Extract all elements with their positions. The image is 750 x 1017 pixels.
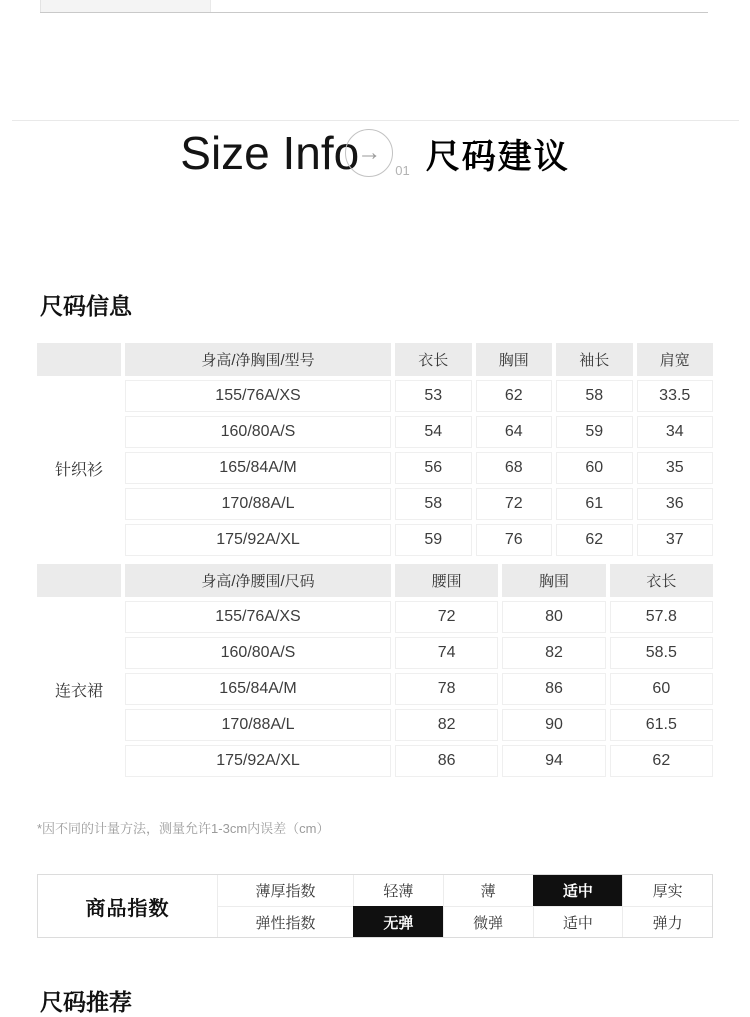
size-info-heading: 尺码信息 [40,293,132,319]
size-cell: 61 [556,488,633,520]
table-row [37,637,713,669]
size-cell: 37 [637,524,714,556]
size-cell: 94 [502,745,605,777]
column-header: 胸围 [476,343,553,376]
size-cell: 155/76A/XS [125,601,391,633]
table-corner-cell [37,564,121,597]
previous-module-edge [40,0,708,13]
garment-label: 连衣裙 [37,601,121,777]
index-option: 适中 [533,906,623,937]
size-cell: 58 [395,488,472,520]
table-corner-cell [37,343,121,376]
size-cell: 86 [395,745,498,777]
table-row [37,452,713,484]
size-cell: 90 [502,709,605,741]
size-cell: 58 [556,380,633,412]
size-cell: 78 [395,673,498,705]
arrow-right-circle-icon [345,129,393,177]
size-cell: 170/88A/L [125,488,391,520]
table-row [37,673,713,705]
size-cell: 60 [610,673,713,705]
index-option: 轻薄 [353,875,443,906]
size-cell: 86 [502,673,605,705]
size-cell: 60 [556,452,633,484]
column-header: 腰围 [395,564,498,597]
column-header: 衣长 [610,564,713,597]
size-cell: 56 [395,452,472,484]
size-cell: 155/76A/XS [125,380,391,412]
column-header: 身高/净胸围/型号 [125,343,391,376]
product-index-grid [37,874,713,938]
measurement-footnote: *因不同的计量方法，测量允许1-3cm内误差（cm） [37,821,330,836]
size-cell: 54 [395,416,472,448]
column-header: 胸围 [502,564,605,597]
section-title-en: Size Info [180,127,360,179]
size-cell: 57.8 [610,601,713,633]
size-cell: 76 [476,524,553,556]
size-cell: 36 [637,488,714,520]
column-header: 身高/净腰围/尺码 [125,564,391,597]
index-option: 弹力 [622,906,712,937]
index-option: 薄 [443,875,533,906]
size-cell: 53 [395,380,472,412]
size-cell: 160/80A/S [125,637,391,669]
index-option: 微弹 [443,906,533,937]
garment-label: 针织衫 [37,380,121,556]
size-table [33,560,717,781]
table-row [37,488,713,520]
size-cell: 59 [556,416,633,448]
index-row-label: 弹性指数 [217,906,353,937]
table-row [37,601,713,633]
size-cell: 175/92A/XL [125,524,391,556]
table-row [37,524,713,556]
table-row [37,745,713,777]
size-cell: 68 [476,452,553,484]
size-cell: 62 [476,380,553,412]
table-row [37,709,713,741]
index-option: 厚实 [622,875,712,906]
section-title-zh: 尺码建议 [425,137,570,176]
size-cell: 62 [610,745,713,777]
size-table [33,339,717,560]
size-cell: 80 [502,601,605,633]
section-header [0,126,750,180]
size-cell: 175/92A/XL [125,745,391,777]
size-cell: 74 [395,637,498,669]
previous-module-cell [40,0,211,12]
size-cell: 62 [556,524,633,556]
section-divider [12,120,739,121]
size-cell: 33.5 [637,380,714,412]
section-index: 01 [395,162,410,178]
size-recommendation-heading: 尺码推荐 [40,989,132,1015]
column-header: 衣长 [395,343,472,376]
size-tables [33,339,717,781]
size-cell: 160/80A/S [125,416,391,448]
size-cell: 165/84A/M [125,673,391,705]
size-cell: 72 [476,488,553,520]
index-option-selected: 适中 [533,875,623,906]
product-index-title: 商品指数 [85,897,170,920]
size-cell: 82 [502,637,605,669]
size-cell: 61.5 [610,709,713,741]
arrow-right-glyph: → [357,139,382,166]
column-header: 肩宽 [637,343,714,376]
column-header: 袖长 [556,343,633,376]
index-row-label: 薄厚指数 [217,875,353,906]
size-cell: 64 [476,416,553,448]
table-row [37,416,713,448]
size-cell: 165/84A/M [125,452,391,484]
size-cell: 82 [395,709,498,741]
size-cell: 170/88A/L [125,709,391,741]
size-cell: 58.5 [610,637,713,669]
size-cell: 59 [395,524,472,556]
size-cell: 34 [637,416,714,448]
size-cell: 72 [395,601,498,633]
index-option-selected: 无弹 [353,906,443,937]
size-cell: 35 [637,452,714,484]
table-row [37,380,713,412]
